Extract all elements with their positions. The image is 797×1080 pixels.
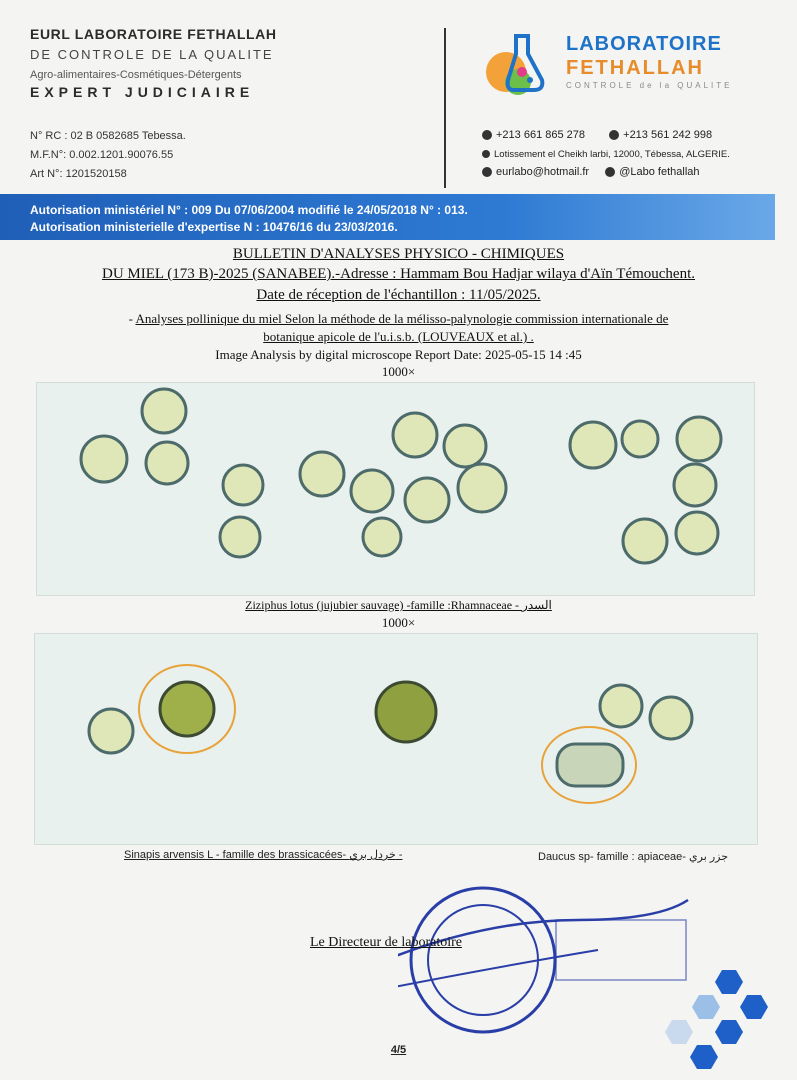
- email-icon: [482, 167, 492, 177]
- phone-icon: [482, 130, 492, 140]
- location-icon: [482, 150, 490, 158]
- logo-title: LABORATOIRE: [566, 33, 722, 55]
- laboratory-stamp: [398, 880, 698, 1040]
- caption-sinapis: Sinapis arvensis L - famille des brassicacées- خردل بري -: [124, 849, 403, 861]
- email-text: eurlabo@hotmail.fr: [496, 166, 590, 178]
- company-name: EURL LABORATOIRE FETHALLAH: [30, 26, 277, 42]
- phone-2: +213 561 242 998: [623, 129, 713, 141]
- hexagon-decoration: [715, 970, 743, 994]
- whatsapp-icon: [609, 130, 619, 140]
- magnification-1: 1000×: [381, 364, 416, 379]
- contact-online: [482, 166, 700, 178]
- analysis-method-line-1: - Analyses pollinique du miel Selon la méthode de la mélisso-palynologie commission internationale de: [128, 311, 669, 326]
- magnification-2: 1000×: [381, 615, 416, 630]
- contact-address: [482, 149, 730, 160]
- director-label: Le Directeur de laboratoire: [310, 935, 462, 950]
- phone-1: +213 661 865 278: [496, 129, 586, 141]
- image-report-date: Image Analysis by digital microscope Report Date: 2025-05-15 14 :45: [215, 347, 582, 362]
- logo-tagline: CONTROLE de la QUALITE: [566, 81, 733, 90]
- caption-ziziphus: Ziziphus lotus (jujubier sauvage) -famille :Rhamnaceae - السدر: [245, 598, 552, 612]
- contact-phones: [482, 129, 712, 141]
- reception-date: Date de réception de l'échantillon : 11/05/2025.: [256, 287, 541, 303]
- company-sectors: Agro-alimentaires-Cosmétiques-Détergents: [30, 69, 242, 81]
- company-subtitle: DE CONTROLE DE LA QUALITE: [30, 47, 274, 62]
- microscope-image-ziziphus: [36, 382, 755, 596]
- registry-mf: M.F.N°: 0.002.1201.90076.55: [30, 149, 174, 161]
- hexagon-decoration: [740, 995, 768, 1019]
- bulletin-title: BULLETIN D'ANALYSES PHYSICO - CHIMIQUES: [232, 246, 565, 262]
- facebook-icon: [605, 167, 615, 177]
- header-divider: [444, 28, 446, 188]
- caption-daucus: Daucus sp- famille : apiaceae- جزر بري: [538, 851, 728, 863]
- page-number: 4/5: [390, 1044, 407, 1056]
- analysis-method-line-2: botanique apicole de l'u.i.s.b. (LOUVEAUX et al.) .: [263, 329, 534, 344]
- address-text: Lotissement el Cheikh larbi, 12000, Tébessa, ALGERIE.: [494, 149, 730, 160]
- hexagon-decoration: [715, 1020, 743, 1044]
- company-expert: EXPERT JUDICIAIRE: [30, 84, 255, 100]
- sample-line: DU MIEL (173 B)-2025 (SANABEE).-Adresse : Hammam Bou Hadjar wilaya d'Aïn Témouchent.: [102, 266, 695, 282]
- registry-art: Art N°: 1201520158: [30, 168, 127, 180]
- flask-logo-icon: [478, 24, 558, 104]
- authorization-line-2: Autorisation ministerielle d'expertise N : 10476/16 du 23/03/2016.: [30, 220, 398, 234]
- facebook-text: @Labo fethallah: [619, 166, 700, 178]
- logo-title-2: FETHALLAH: [566, 57, 704, 79]
- microscope-image-brassica-daucus: [34, 633, 758, 845]
- authorization-line-1: Autorisation ministériel N° : 009 Du 07/06/2004 modifié le 24/05/2018 N° : 013.: [30, 203, 468, 217]
- registry-rc: N° RC : 02 B 0582685 Tebessa.: [30, 130, 186, 142]
